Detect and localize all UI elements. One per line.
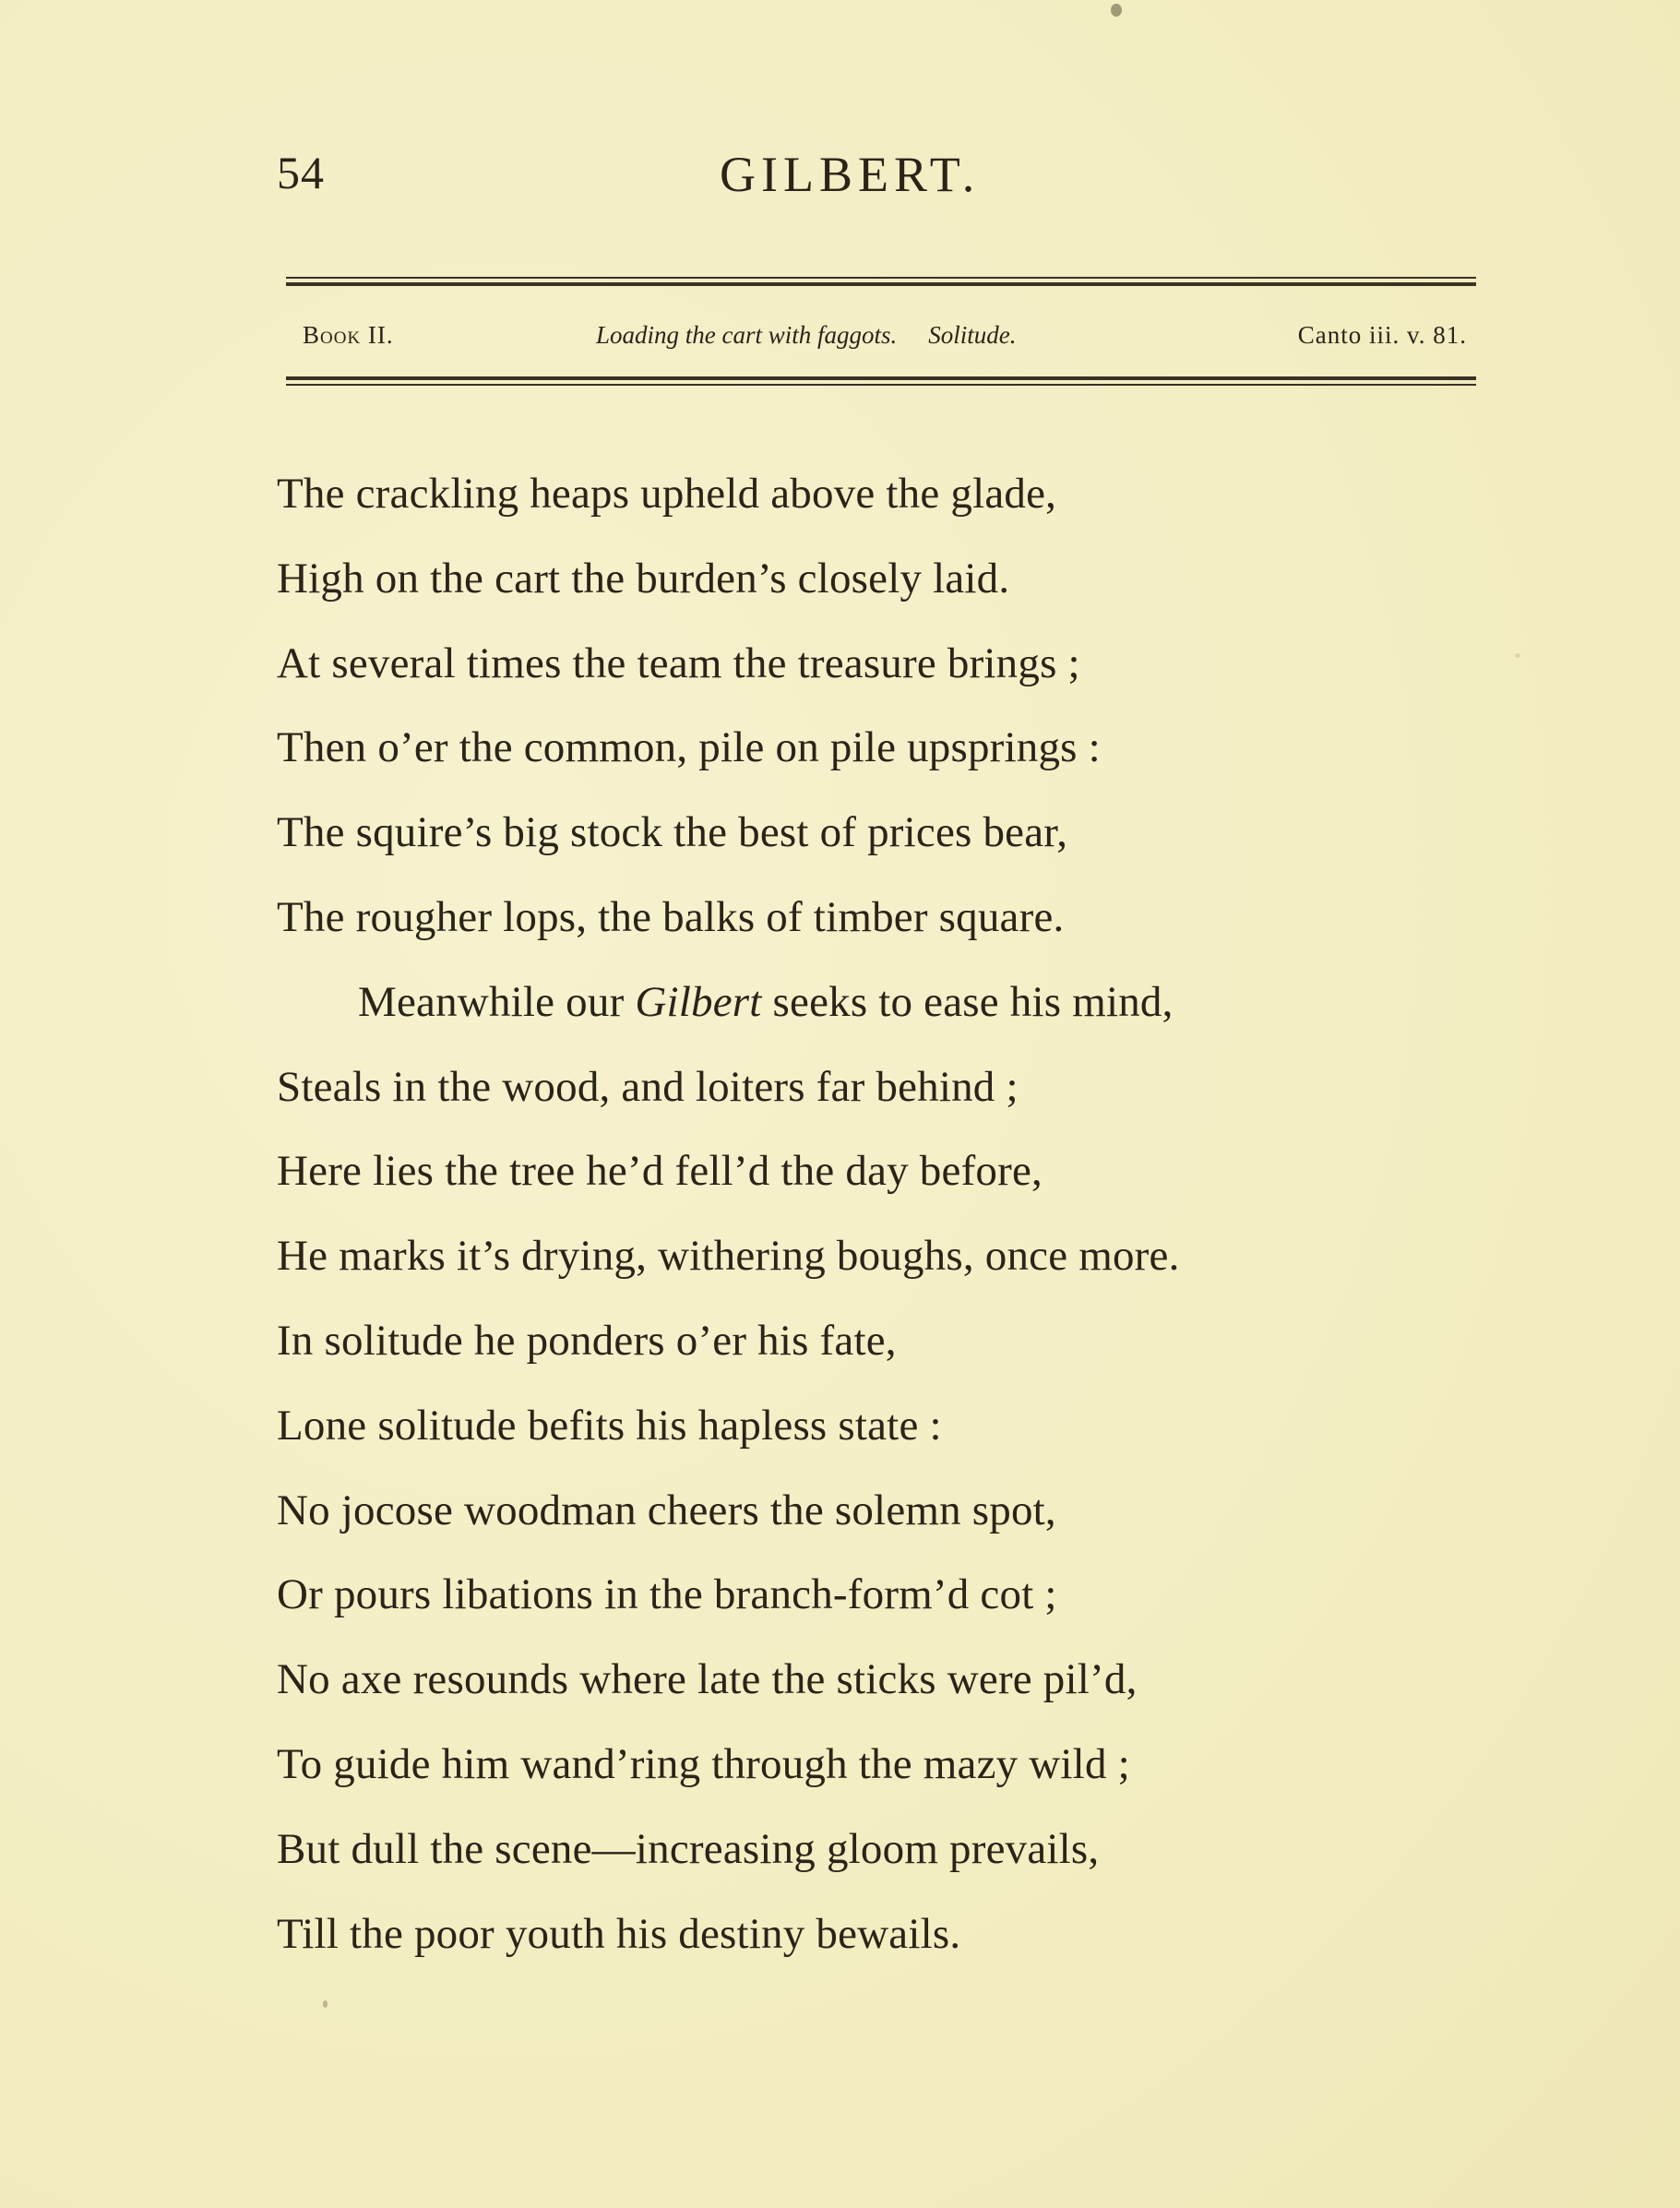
running-title: GILBERT.: [720, 147, 981, 202]
poem-line: The squire’s big stock the best of prices bear,: [277, 808, 1068, 857]
topic-loading-cart: Loading the cart with faggots.: [596, 321, 898, 349]
poem-line: At several times the team the treasure brings ;: [277, 639, 1080, 687]
poem-line: No axe resounds where late the sticks were pil’d,: [277, 1655, 1138, 1704]
running-head: [277, 146, 1476, 210]
poem-line: Here lies the tree he’d fell’d the day before,: [277, 1147, 1043, 1196]
character-name: Gilbert: [635, 977, 762, 1026]
poem-line: To guide him wand’ring through the mazy wild ;: [277, 1739, 1130, 1788]
rule-line: [286, 384, 1476, 386]
poem-line: But dull the scene—increasing gloom prevails,: [277, 1824, 1100, 1873]
rule-line: [286, 376, 1476, 380]
paper-speck: [1515, 653, 1520, 658]
poem-line: The crackling heaps upheld above the glade,: [277, 470, 1057, 518]
poem-line: Steals in the wood, and loiters far behind ;: [277, 1062, 1019, 1111]
book-label: Book II.: [303, 321, 394, 349]
poem-line: No jocose woodman cheers the solemn spot,: [277, 1486, 1056, 1534]
top-double-rule: [286, 277, 1476, 286]
poem-line: Or pours libations in the branch-form’d cot ;: [277, 1570, 1057, 1619]
poem-text: [277, 452, 1476, 1976]
page-number: 54: [277, 147, 325, 198]
section-topics: [596, 321, 1048, 350]
poem-line: Lone solitude befits his hapless state :: [277, 1401, 942, 1450]
rule-line: [286, 282, 1476, 286]
poem-line: Then o’er the common, pile on pile upsprings :: [277, 723, 1101, 772]
poem-line: He marks it’s drying, withering boughs, once more.: [277, 1232, 1180, 1281]
poem-line-end: seeks to ease his mind,: [761, 977, 1174, 1026]
poem-line: The rougher lops, the balks of timber square.: [277, 892, 1065, 941]
paper-speck: [323, 2000, 328, 2008]
poem-line-start: Meanwhile our: [358, 977, 636, 1026]
canto-reference: Canto iii. v. 81.: [1297, 321, 1467, 349]
bottom-double-rule: [286, 376, 1476, 386]
rule-line: [286, 277, 1476, 279]
paper-speck: [1111, 4, 1122, 17]
poem-line: High on the cart the burden’s closely laid.: [277, 554, 1010, 603]
topic-solitude: Solitude.: [928, 321, 1017, 349]
poem-line: Till the poor youth his destiny bewails.: [277, 1909, 961, 1958]
poem-line: In solitude he ponders o’er his fate,: [277, 1316, 897, 1365]
section-subhead: [303, 321, 1467, 358]
poem-line: [277, 961, 1476, 1045]
